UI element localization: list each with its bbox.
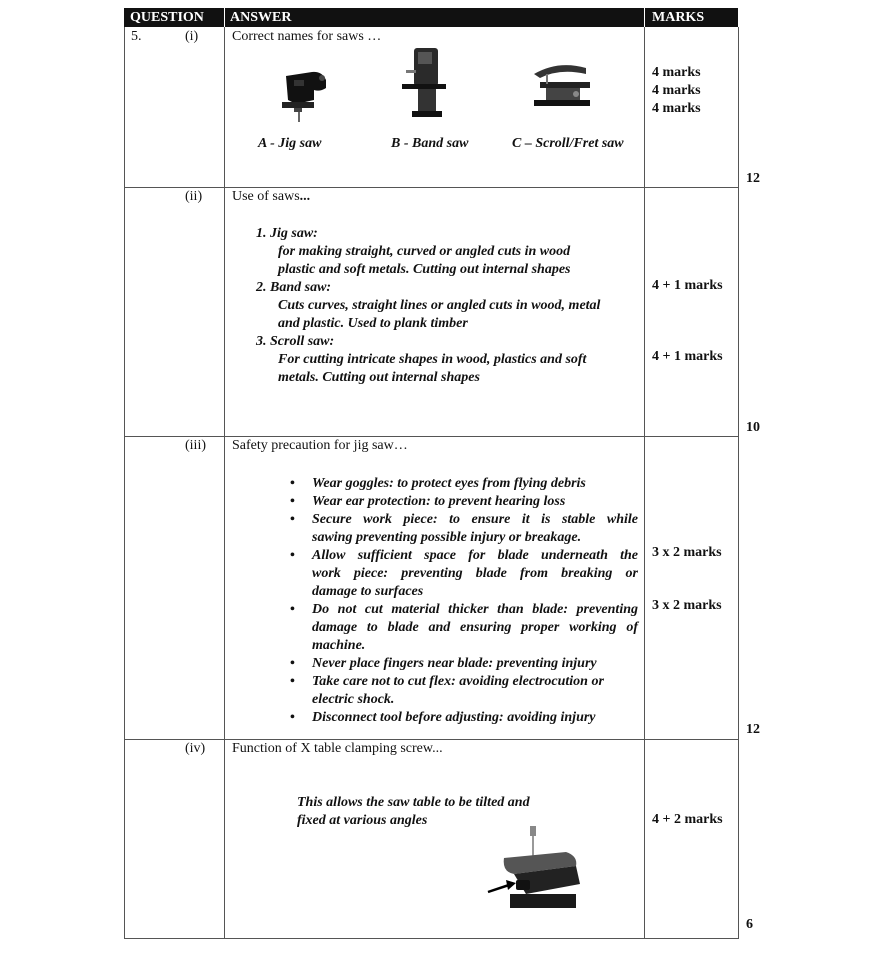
jig-saw-image: [276, 66, 332, 126]
table-border-right: [738, 27, 739, 939]
part-label: (ii): [185, 189, 203, 204]
marks-value: 4 marks: [652, 65, 701, 80]
item-title: 1. Jig saw:: [256, 226, 318, 241]
part-label: (iv): [185, 741, 206, 756]
part-total: 10: [746, 420, 760, 435]
use-jig-saw: [256, 225, 600, 387]
header-answer: ANSWER: [230, 10, 292, 25]
caption-scroll-saw: C – Scroll/Fret saw: [512, 136, 624, 151]
list-item: • Never place fingers near blade: preventing injury: [288, 655, 638, 673]
scroll-saw-image: [528, 56, 594, 112]
marks-value: 4 + 1 marks: [652, 278, 723, 293]
list-item: • Allow sufficient space for blade underneath the work piece: preventing blade from breaking or damage to surfaces: [288, 547, 638, 601]
table-clamp-image: [486, 822, 586, 914]
marks-value: 3 x 2 marks: [652, 545, 722, 560]
marks-value: 3 x 2 marks: [652, 598, 722, 613]
arrow-head: [506, 880, 516, 890]
row-divider: [124, 436, 739, 437]
marks-value: 4 + 1 marks: [652, 349, 723, 364]
list-item: • Do not cut material thicker than blade: preventing damage to blade and ensuring proper working of machine.: [288, 601, 638, 655]
item-title: 2. Band saw:: [256, 280, 332, 295]
question-number: 5.: [131, 29, 142, 44]
table-border-left: [124, 27, 125, 939]
table-divider-answer: [644, 27, 645, 939]
item-line: Cuts curves, straight lines or angled cuts in wood, metal: [278, 298, 601, 313]
part-heading: Safety precaution for jig saw…: [232, 438, 408, 453]
marks-value: 4 + 2 marks: [652, 812, 723, 827]
item-line: plastic and soft metals. Cutting out internal shapes: [278, 262, 571, 277]
part-label: (i): [185, 29, 199, 44]
part-heading: Correct names for saws …: [232, 29, 382, 44]
caption-jig-saw: A - Jig saw: [258, 136, 322, 151]
header-divider: [644, 8, 645, 27]
list-item: • Wear ear protection: to prevent hearing loss: [288, 493, 638, 511]
list-item: • Take care not to cut flex: avoiding electrocution or electric shock.: [288, 673, 638, 709]
table-divider-question: [224, 27, 225, 939]
item-line: and plastic. Used to plank timber: [278, 316, 468, 331]
table-header: [124, 8, 738, 27]
safety-list: [288, 475, 638, 727]
item-title: 3. Scroll saw:: [256, 334, 335, 349]
list-item: • Disconnect tool before adjusting: avoiding injury: [288, 709, 638, 727]
header-question: QUESTION: [130, 10, 204, 25]
list-item: • Secure work piece: to ensure it is stable while sawing preventing possible injury or breakage.: [288, 511, 638, 547]
part-total: 12: [746, 171, 760, 186]
part-label: (iii): [185, 438, 206, 453]
item-line: metals. Cutting out internal shapes: [278, 370, 480, 385]
header-divider: [224, 8, 225, 27]
header-marks: MARKS: [652, 10, 705, 25]
item-line: For cutting intricate shapes in wood, plastics and soft: [278, 352, 587, 367]
marks-value: 4 marks: [652, 83, 701, 98]
item-line: for making straight, curved or angled cuts in wood: [278, 244, 571, 259]
band-saw-image: [398, 44, 450, 124]
marks-value: 4 marks: [652, 101, 701, 116]
row-divider: [124, 739, 739, 740]
answer-line: fixed at various angles: [297, 813, 428, 828]
caption-band-saw: B - Band saw: [391, 136, 469, 151]
list-item: • Wear goggles: to protect eyes from flying debris: [288, 475, 638, 493]
row-divider: [124, 187, 739, 188]
part-heading: Function of X table clamping screw...: [232, 741, 443, 756]
part-total: 12: [746, 722, 760, 737]
answer-line: This allows the saw table to be tilted and: [297, 795, 530, 810]
table-border-bottom: [124, 938, 739, 939]
part-heading: Use of saws...: [232, 189, 311, 204]
part-total: 6: [746, 917, 753, 932]
